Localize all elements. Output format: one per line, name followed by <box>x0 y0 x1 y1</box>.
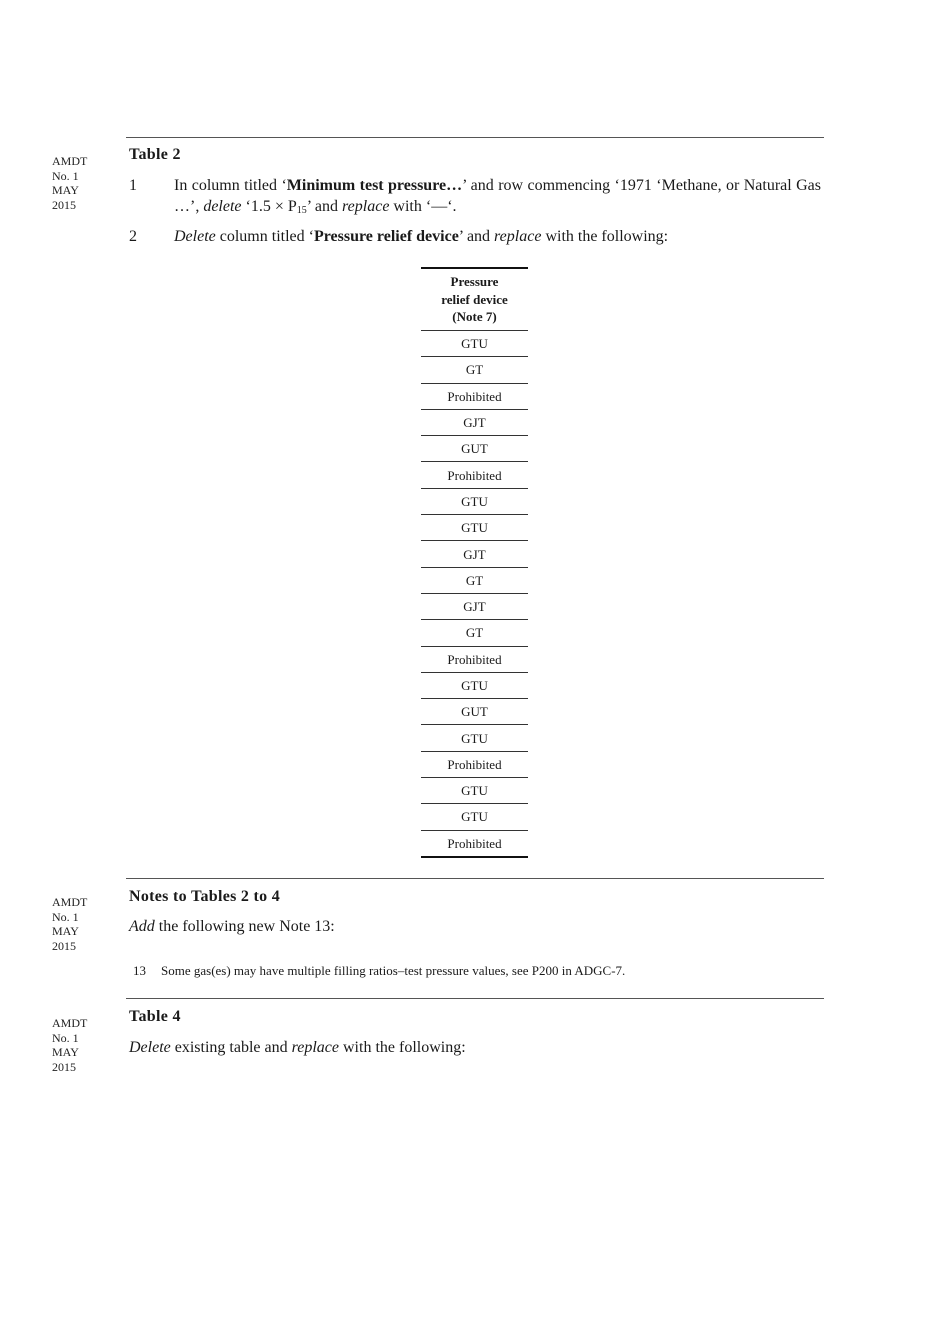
item-number: 2 <box>129 228 137 245</box>
note-text: Some gas(es) may have multiple filling ratios–test pressure values, see P200 in ADGC-7. <box>161 963 626 978</box>
instruction-item-2 <box>129 226 821 247</box>
table-cell: GUT <box>421 436 528 462</box>
amendment-line: AMDT <box>52 154 88 168</box>
amendment-line: No. 1 <box>52 168 79 183</box>
pressure-relief-device-table <box>421 267 528 858</box>
note-13 <box>133 963 625 979</box>
amendment-line: No. 1 <box>52 909 79 924</box>
amendment-tag <box>52 1016 87 1074</box>
amendment-line: 2015 <box>52 197 76 212</box>
table-cell: GTU <box>421 778 528 804</box>
table-cell: GJT <box>421 593 528 619</box>
column-header: Pressure relief device (Note 7) <box>421 268 528 331</box>
table4-title: Table 4 <box>129 1008 181 1025</box>
amendment-line: MAY <box>52 183 79 197</box>
amendment-line: 2015 <box>52 938 76 953</box>
amendment-line: AMDT <box>52 1016 88 1030</box>
item-text: In column titled ‘Minimum test pressure…’ and row commencing ‘1971 ‘Methane, or Natural Gas …’, delete ‘$1.5 \times P_{15}$’ and replace with ‘—‘. <box>174 177 822 216</box>
item-number: 1 <box>129 177 137 194</box>
table-cell: GTU <box>421 804 528 830</box>
amendment-line: AMDT <box>52 895 88 909</box>
table-cell: Prohibited <box>421 830 528 857</box>
amendment-tag <box>52 895 87 953</box>
table4-instruction: Delete existing table and replace with the following: <box>129 1039 466 1056</box>
section-divider <box>126 137 824 138</box>
note-number: 13 <box>133 963 146 978</box>
amendment-tag <box>52 154 87 212</box>
table-cell: Prohibited <box>421 462 528 488</box>
table-cell: Prohibited <box>421 751 528 777</box>
table-cell: GT <box>421 620 528 646</box>
table-cell: Prohibited <box>421 383 528 409</box>
table-cell: Prohibited <box>421 646 528 672</box>
instruction-item-1 <box>129 175 821 217</box>
notes-instruction: Add the following new Note 13: <box>129 918 335 935</box>
table-cell: GTU <box>421 672 528 698</box>
table-cell: GTU <box>421 331 528 357</box>
table-cell: GJT <box>421 541 528 567</box>
table-cell: GJT <box>421 409 528 435</box>
item-text: Delete column titled ‘Pressure relief device’ and replace with the following: <box>174 228 669 245</box>
amendment-line: MAY <box>52 1045 79 1059</box>
table-cell: GUT <box>421 699 528 725</box>
amendment-line: MAY <box>52 924 79 938</box>
table-cell: GTU <box>421 488 528 514</box>
table-cell: GTU <box>421 515 528 541</box>
section-divider <box>126 998 824 999</box>
table2-title: Table 2 <box>129 146 181 163</box>
notes-title: Notes to Tables 2 to 4 <box>129 888 281 905</box>
section-divider <box>126 878 824 879</box>
table-cell: GT <box>421 567 528 593</box>
amendment-line: No. 1 <box>52 1030 79 1045</box>
amendment-line: 2015 <box>52 1059 76 1074</box>
table-cell: GT <box>421 357 528 383</box>
table-cell: GTU <box>421 725 528 751</box>
